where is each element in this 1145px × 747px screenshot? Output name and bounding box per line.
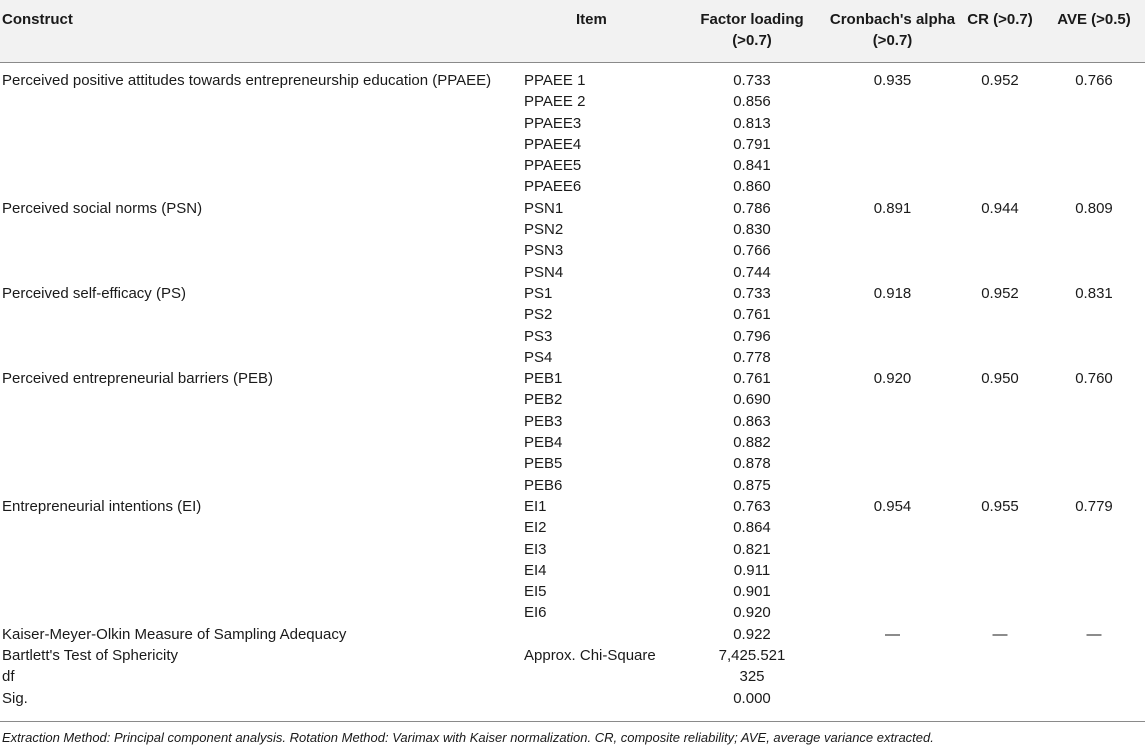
- header-factor-loading-line2: (>0.7): [732, 32, 772, 49]
- footer-divider: [0, 721, 1145, 722]
- table-row: [0, 453, 1145, 474]
- table-row: [0, 432, 1145, 453]
- table-row: [0, 368, 1145, 389]
- cell-factor-loading: 0.922: [733, 625, 771, 643]
- cell-item: PS3: [524, 327, 553, 345]
- cell-factor-loading: 0.778: [733, 348, 771, 366]
- cell-factor-loading: 325: [739, 668, 765, 686]
- cell-item: PPAEE5: [524, 157, 582, 175]
- table-row: [0, 283, 1145, 304]
- cell-item: PS1: [524, 284, 553, 302]
- cell-item: PS2: [524, 306, 553, 324]
- cell-item: PSN2: [524, 221, 564, 239]
- cell-factor-loading: 0.841: [733, 157, 771, 175]
- cell-item: EI1: [524, 497, 547, 515]
- table-row: [0, 113, 1145, 134]
- table-header: [0, 0, 1145, 63]
- cell-cr: 0.952: [981, 72, 1019, 89]
- table-row: [0, 155, 1145, 176]
- cell-factor-loading: 0.813: [733, 114, 771, 132]
- cell-factor-loading: 0.920: [733, 604, 771, 622]
- table-row: [0, 91, 1145, 112]
- header-cronbach-alpha: [815, 9, 970, 51]
- cell-factor-loading: 0.796: [733, 327, 771, 345]
- cell-alpha: —: [885, 625, 900, 643]
- table-row: [0, 70, 1145, 91]
- cell-item: EI3: [524, 540, 547, 558]
- cell-item: PSN4: [524, 263, 564, 281]
- cell-factor-loading: 0.863: [733, 412, 771, 430]
- cell-item: EI6: [524, 604, 547, 622]
- cell-factor-loading: 0.875: [733, 476, 771, 494]
- cell-cr: 0.952: [981, 284, 1019, 302]
- cell-item: PPAEE4: [524, 135, 582, 153]
- cell-item: Approx. Chi-Square: [524, 647, 656, 665]
- header-item: Item: [576, 11, 607, 28]
- cell-ave: 0.831: [1075, 284, 1113, 302]
- cell-alpha: 0.954: [873, 497, 912, 515]
- cell-alpha: 0.920: [873, 370, 912, 388]
- cell-item: PEB4: [524, 434, 563, 452]
- cell-factor-loading: 0.733: [733, 72, 771, 89]
- cell-construct: Entrepreneurial intentions (EI): [2, 497, 202, 515]
- cell-construct: Perceived self-efficacy (PS): [2, 284, 186, 302]
- header-alpha-line2: (>0.7): [872, 32, 913, 49]
- table-row: [0, 134, 1145, 155]
- cell-item: PEB3: [524, 412, 563, 430]
- cell-cr: —: [992, 625, 1008, 643]
- table-row: [0, 496, 1145, 517]
- cell-factor-loading: 0.856: [733, 93, 771, 111]
- cell-factor-loading: 0.763: [733, 497, 771, 515]
- cell-factor-loading: 0.864: [733, 519, 771, 537]
- table-footnote: Extraction Method: Principal component analysis. Rotation Method: Varimax with Kaiser normalization. CR, composite reliability; AVE, average variance extracted.: [2, 730, 934, 745]
- table-row: [0, 326, 1145, 347]
- header-cr: CR (>0.7): [967, 11, 1033, 28]
- cell-ave: 0.760: [1075, 370, 1113, 388]
- cell-item: PSN3: [524, 242, 564, 260]
- cell-factor-loading: 0.882: [733, 434, 771, 452]
- cell-factor-loading: 0.830: [733, 221, 771, 239]
- cell-ave: 0.809: [1075, 199, 1113, 217]
- cell-construct: Perceived social norms (PSN): [2, 199, 203, 217]
- cell-factor-loading: 0.690: [733, 391, 771, 409]
- header-factor-loading: [682, 9, 822, 51]
- cell-cr: 0.944: [981, 199, 1019, 217]
- cell-item: PEB1: [524, 370, 563, 388]
- header-construct: Construct: [2, 11, 73, 28]
- table-row: [0, 389, 1145, 410]
- cell-item: PEB2: [524, 391, 563, 409]
- cell-item: PPAEE6: [524, 178, 582, 196]
- table-row: [0, 240, 1145, 261]
- cell-item: EI5: [524, 583, 547, 601]
- cell-alpha: 0.891: [873, 199, 912, 217]
- cell-factor-loading: 7,425.521: [718, 647, 786, 665]
- cell-ave: 0.766: [1075, 72, 1113, 89]
- cell-construct: df: [2, 668, 15, 686]
- cell-factor-loading: 0.878: [733, 455, 771, 473]
- cell-item: PPAEE 2: [524, 93, 586, 111]
- cell-factor-loading: 0.744: [733, 263, 771, 281]
- cell-factor-loading: 0.791: [733, 135, 771, 153]
- header-factor-loading-line1: Factor loading: [700, 11, 804, 28]
- table-row: [0, 475, 1145, 496]
- table-row: [0, 304, 1145, 325]
- cell-factor-loading: 0.766: [733, 242, 771, 260]
- cell-factor-loading: 0.911: [733, 561, 771, 579]
- header-ave: AVE (>0.5): [1057, 11, 1131, 28]
- cell-factor-loading: 0.901: [733, 583, 771, 601]
- table-row: [0, 262, 1145, 283]
- cell-item: PSN1: [524, 199, 564, 217]
- table-row: [0, 198, 1145, 219]
- table-row: [0, 176, 1145, 197]
- table-row: [0, 560, 1145, 581]
- table-row: [0, 688, 1145, 709]
- cell-factor-loading: 0.761: [733, 370, 771, 388]
- table-row: [0, 666, 1145, 687]
- cell-item: PPAEE3: [524, 114, 582, 132]
- table-row: [0, 624, 1145, 645]
- cell-construct: Kaiser-Meyer-Olkin Measure of Sampling Adequacy: [2, 625, 347, 643]
- cell-ave: 0.779: [1075, 497, 1113, 515]
- cell-item: PEB5: [524, 455, 563, 473]
- cell-alpha: 0.918: [873, 284, 912, 302]
- table-row: [0, 539, 1145, 560]
- cell-cr: 0.955: [981, 497, 1019, 515]
- table-row: [0, 347, 1145, 368]
- cell-factor-loading: 0.761: [733, 306, 771, 324]
- cell-factor-loading: 0.860: [733, 178, 771, 196]
- cell-alpha: 0.935: [873, 72, 912, 89]
- cell-construct: Perceived positive attitudes towards entrepreneurship education (PPAEE): [2, 72, 492, 89]
- cell-factor-loading: 0.000: [733, 689, 771, 707]
- cell-cr: 0.950: [981, 370, 1019, 388]
- table-row: [0, 219, 1145, 240]
- table-row: [0, 602, 1145, 623]
- table-row: [0, 517, 1145, 538]
- cell-ave: —: [1086, 625, 1102, 643]
- header-alpha-line1: Cronbach's alpha: [829, 11, 956, 28]
- cell-factor-loading: 0.786: [733, 199, 771, 217]
- table-row: [0, 645, 1145, 666]
- cell-factor-loading: 0.821: [733, 540, 771, 558]
- cell-construct: Perceived entrepreneurial barriers (PEB): [2, 370, 273, 388]
- cell-item: PEB6: [524, 476, 563, 494]
- cell-item: PS4: [524, 348, 553, 366]
- cell-construct: Sig.: [2, 689, 28, 707]
- table-row: [0, 581, 1145, 602]
- table-row: [0, 411, 1145, 432]
- cell-factor-loading: 0.733: [733, 284, 771, 302]
- cell-item: EI2: [524, 519, 547, 537]
- cell-construct: Bartlett's Test of Sphericity: [2, 647, 178, 665]
- cell-item: EI4: [524, 561, 547, 579]
- cell-item: PPAEE 1: [524, 72, 586, 89]
- table-body: [0, 70, 1145, 709]
